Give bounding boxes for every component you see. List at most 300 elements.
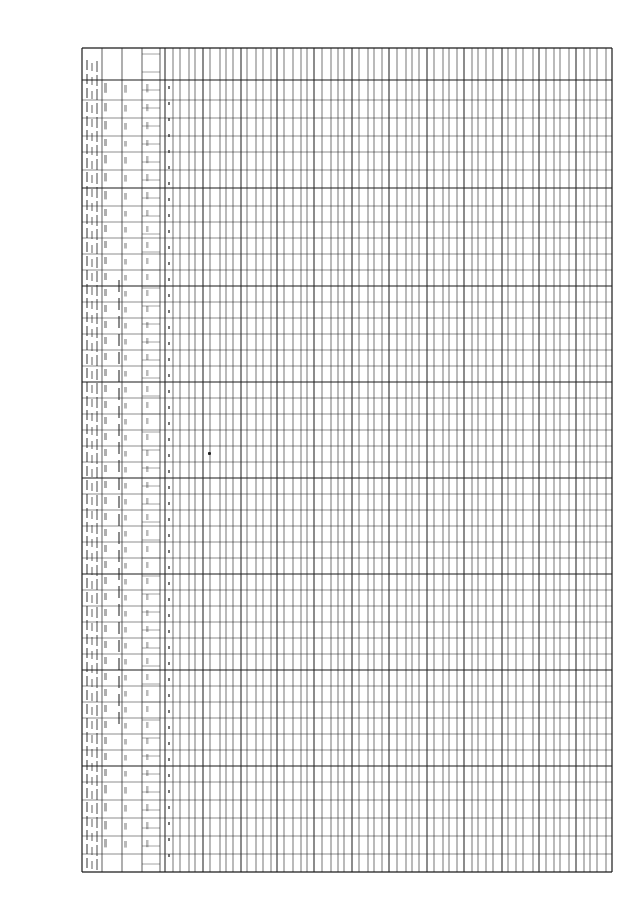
header-text-smudge bbox=[146, 498, 149, 504]
header-text-smudge bbox=[124, 739, 127, 745]
title-text-smudge bbox=[91, 637, 93, 645]
header-text-smudge bbox=[104, 417, 107, 424]
header-text-smudge bbox=[124, 141, 127, 147]
title-text-smudge bbox=[96, 173, 98, 184]
header-text-smudge bbox=[124, 531, 127, 537]
cell-mark bbox=[168, 198, 170, 201]
title-text-smudge bbox=[91, 77, 93, 85]
header-text-smudge bbox=[104, 449, 107, 456]
page-title-smudge bbox=[118, 460, 120, 472]
header-text-smudge bbox=[124, 515, 127, 521]
title-text-smudge bbox=[96, 75, 98, 86]
title-text-smudge bbox=[86, 116, 88, 126]
title-text-smudge bbox=[96, 411, 98, 422]
title-text-smudge bbox=[91, 749, 93, 757]
header-text-smudge bbox=[104, 139, 107, 146]
cell-mark bbox=[168, 854, 170, 857]
cell-mark bbox=[168, 102, 170, 105]
cell-mark bbox=[168, 726, 170, 729]
header-text-smudge bbox=[146, 386, 149, 392]
page-title-smudge bbox=[118, 406, 120, 418]
title-text-smudge bbox=[86, 508, 88, 518]
cell-mark bbox=[168, 406, 170, 409]
title-text-smudge bbox=[96, 677, 98, 688]
header-text-smudge bbox=[146, 258, 149, 264]
title-text-smudge bbox=[96, 229, 98, 240]
header-text-smudge bbox=[104, 121, 107, 129]
cell-mark bbox=[168, 630, 170, 633]
header-text-smudge bbox=[146, 402, 149, 408]
title-text-smudge bbox=[86, 494, 88, 504]
cell-mark bbox=[168, 310, 170, 313]
title-text-smudge bbox=[86, 830, 88, 840]
header-text-smudge bbox=[124, 841, 127, 848]
title-text-smudge bbox=[86, 172, 88, 182]
header-text-smudge bbox=[146, 104, 149, 111]
title-text-smudge bbox=[86, 158, 88, 168]
title-text-smudge bbox=[86, 60, 88, 70]
header-text-smudge bbox=[124, 659, 127, 665]
header-text-smudge bbox=[104, 481, 107, 488]
cell-mark bbox=[168, 294, 170, 297]
title-text-smudge bbox=[86, 144, 88, 154]
page-title-smudge bbox=[118, 388, 120, 400]
title-text-smudge bbox=[96, 103, 98, 114]
cell-mark bbox=[168, 598, 170, 601]
cell-mark bbox=[168, 374, 170, 377]
header-text-smudge bbox=[104, 513, 107, 520]
title-text-smudge bbox=[86, 676, 88, 686]
title-text-smudge bbox=[96, 453, 98, 464]
header-text-smudge bbox=[146, 226, 149, 232]
cell-mark bbox=[168, 214, 170, 217]
header-text-smudge bbox=[124, 499, 127, 505]
title-text-smudge bbox=[96, 635, 98, 646]
title-text-smudge bbox=[91, 63, 93, 71]
header-text-smudge bbox=[124, 755, 127, 761]
title-text-smudge bbox=[86, 326, 88, 336]
page-title-smudge bbox=[118, 712, 120, 724]
cell-mark bbox=[168, 838, 170, 841]
title-text-smudge bbox=[91, 301, 93, 309]
page-title-smudge bbox=[118, 658, 120, 670]
title-text-smudge bbox=[86, 88, 88, 98]
title-text-smudge bbox=[96, 117, 98, 128]
page-title-smudge bbox=[118, 442, 120, 454]
header-text-smudge bbox=[146, 706, 149, 712]
header-text-smudge bbox=[104, 657, 107, 664]
cell-mark bbox=[168, 278, 170, 281]
title-text-smudge bbox=[91, 609, 93, 617]
title-text-smudge bbox=[91, 805, 93, 813]
title-text-smudge bbox=[96, 537, 98, 548]
header-text-smudge bbox=[124, 547, 127, 553]
title-text-smudge bbox=[91, 861, 93, 869]
cell-mark bbox=[168, 550, 170, 553]
header-text-smudge bbox=[146, 274, 149, 280]
cell-mark bbox=[168, 790, 170, 793]
header-text-smudge bbox=[146, 722, 149, 728]
header-text-smudge bbox=[124, 579, 127, 585]
page-title-smudge bbox=[118, 568, 120, 580]
header-text-smudge bbox=[146, 122, 149, 129]
title-text-smudge bbox=[91, 161, 93, 169]
title-text-smudge bbox=[86, 844, 88, 854]
header-text-smudge bbox=[124, 243, 127, 249]
cell-mark bbox=[168, 806, 170, 809]
title-text-smudge bbox=[86, 382, 88, 392]
cell-mark bbox=[168, 470, 170, 473]
header-text-smudge bbox=[104, 191, 107, 199]
title-text-smudge bbox=[86, 466, 88, 476]
cell-mark bbox=[168, 454, 170, 457]
title-text-smudge bbox=[91, 329, 93, 337]
header-text-smudge bbox=[104, 225, 107, 232]
header-text-smudge bbox=[146, 450, 149, 456]
title-text-smudge bbox=[91, 203, 93, 211]
header-text-smudge bbox=[104, 305, 107, 312]
title-text-smudge bbox=[91, 791, 93, 799]
title-text-smudge bbox=[96, 845, 98, 856]
cell-mark bbox=[168, 742, 170, 745]
title-text-smudge bbox=[86, 704, 88, 714]
title-text-smudge bbox=[91, 483, 93, 491]
title-text-smudge bbox=[96, 789, 98, 800]
header-text-smudge bbox=[146, 514, 149, 520]
header-text-smudge bbox=[124, 193, 127, 200]
header-text-smudge bbox=[146, 174, 149, 181]
cell-mark bbox=[168, 822, 170, 825]
page-title-smudge bbox=[118, 334, 120, 346]
title-text-smudge bbox=[96, 859, 98, 870]
title-text-smudge bbox=[91, 581, 93, 589]
title-text-smudge bbox=[86, 550, 88, 560]
title-text-smudge bbox=[91, 777, 93, 785]
title-text-smudge bbox=[96, 327, 98, 338]
title-text-smudge bbox=[91, 693, 93, 701]
title-text-smudge bbox=[86, 452, 88, 462]
title-text-smudge bbox=[96, 215, 98, 226]
title-text-smudge bbox=[91, 455, 93, 463]
header-text-smudge bbox=[104, 273, 107, 280]
header-text-smudge bbox=[146, 738, 149, 744]
header-text-smudge bbox=[146, 626, 149, 632]
header-text-smudge bbox=[146, 370, 149, 376]
page-title-smudge bbox=[118, 280, 120, 292]
header-text-smudge bbox=[146, 578, 149, 584]
header-text-smudge bbox=[124, 675, 127, 681]
cell-mark bbox=[168, 582, 170, 585]
title-text-smudge bbox=[91, 525, 93, 533]
title-text-smudge bbox=[96, 243, 98, 254]
page-title-smudge bbox=[118, 496, 120, 508]
header-text-smudge bbox=[146, 786, 149, 793]
title-text-smudge bbox=[91, 763, 93, 771]
header-text-smudge bbox=[146, 418, 149, 424]
header-text-smudge bbox=[104, 103, 107, 111]
header-text-smudge bbox=[124, 157, 127, 164]
title-text-smudge bbox=[96, 131, 98, 142]
header-text-smudge bbox=[104, 289, 107, 296]
header-text-smudge bbox=[104, 241, 107, 248]
title-text-smudge bbox=[91, 833, 93, 841]
page-title-smudge bbox=[118, 424, 120, 436]
title-text-smudge bbox=[96, 159, 98, 170]
header-text-smudge bbox=[124, 483, 127, 489]
title-text-smudge bbox=[91, 553, 93, 561]
header-text-smudge bbox=[104, 497, 107, 504]
header-text-smudge bbox=[146, 156, 149, 163]
title-text-smudge bbox=[86, 606, 88, 616]
header-text-smudge bbox=[104, 173, 107, 181]
title-text-smudge bbox=[96, 593, 98, 604]
header-text-smudge bbox=[124, 85, 127, 93]
header-text-smudge bbox=[104, 155, 107, 163]
header-text-smudge bbox=[104, 337, 107, 344]
header-text-smudge bbox=[146, 354, 149, 360]
header-text-smudge bbox=[104, 321, 107, 328]
header-text-smudge bbox=[104, 785, 107, 793]
title-text-smudge bbox=[91, 175, 93, 183]
header-text-smudge bbox=[124, 323, 127, 329]
header-text-smudge bbox=[124, 355, 127, 361]
title-text-smudge bbox=[96, 551, 98, 562]
title-text-smudge bbox=[96, 285, 98, 296]
title-text-smudge bbox=[96, 747, 98, 758]
title-text-smudge bbox=[91, 371, 93, 379]
header-text-smudge bbox=[146, 84, 149, 92]
header-text-smudge bbox=[124, 451, 127, 457]
header-text-smudge bbox=[124, 627, 127, 633]
header-text-smudge bbox=[146, 546, 149, 552]
title-text-smudge bbox=[91, 427, 93, 435]
title-text-smudge bbox=[96, 467, 98, 478]
title-text-smudge bbox=[96, 313, 98, 324]
cell-mark bbox=[168, 438, 170, 441]
title-text-smudge bbox=[96, 719, 98, 730]
title-text-smudge bbox=[96, 775, 98, 786]
title-text-smudge bbox=[86, 102, 88, 112]
title-text-smudge bbox=[96, 817, 98, 828]
header-text-smudge bbox=[124, 723, 127, 729]
page-title-smudge bbox=[118, 640, 120, 652]
header-text-smudge bbox=[124, 805, 127, 812]
title-text-smudge bbox=[91, 511, 93, 519]
title-text-smudge bbox=[96, 579, 98, 590]
page-title-smudge bbox=[118, 352, 120, 364]
header-text-smudge bbox=[146, 482, 149, 488]
cell-mark bbox=[168, 422, 170, 425]
header-text-smudge bbox=[124, 339, 127, 345]
title-text-smudge bbox=[91, 245, 93, 253]
header-text-smudge bbox=[104, 737, 107, 744]
title-text-smudge bbox=[86, 130, 88, 140]
title-text-smudge bbox=[86, 410, 88, 420]
title-text-smudge bbox=[86, 718, 88, 728]
title-text-smudge bbox=[96, 299, 98, 310]
header-text-smudge bbox=[124, 787, 127, 794]
header-text-smudge bbox=[146, 434, 149, 440]
title-text-smudge bbox=[96, 201, 98, 212]
title-text-smudge bbox=[96, 439, 98, 450]
title-text-smudge bbox=[91, 819, 93, 827]
title-text-smudge bbox=[86, 424, 88, 434]
header-text-smudge bbox=[104, 753, 107, 760]
page-title-smudge bbox=[118, 298, 120, 310]
title-text-smudge bbox=[91, 105, 93, 113]
header-text-smudge bbox=[146, 140, 149, 146]
header-text-smudge bbox=[104, 769, 107, 776]
title-text-smudge bbox=[86, 788, 88, 798]
title-text-smudge bbox=[86, 340, 88, 350]
title-text-smudge bbox=[96, 481, 98, 492]
header-text-smudge bbox=[146, 804, 149, 811]
title-text-smudge bbox=[96, 831, 98, 842]
page-title-smudge bbox=[118, 370, 120, 382]
header-text-smudge bbox=[146, 322, 149, 328]
title-text-smudge bbox=[86, 760, 88, 770]
page-title-smudge bbox=[118, 694, 120, 706]
title-text-smudge bbox=[86, 228, 88, 238]
title-text-smudge bbox=[96, 565, 98, 576]
title-text-smudge bbox=[86, 368, 88, 378]
header-text-smudge bbox=[124, 307, 127, 313]
title-text-smudge bbox=[96, 803, 98, 814]
header-text-smudge bbox=[146, 338, 149, 344]
cell-mark bbox=[168, 182, 170, 185]
header-text-smudge bbox=[146, 754, 149, 760]
title-text-smudge bbox=[86, 620, 88, 630]
header-text-smudge bbox=[124, 211, 127, 217]
cell-mark bbox=[168, 710, 170, 713]
title-text-smudge bbox=[91, 623, 93, 631]
header-text-smudge bbox=[104, 705, 107, 712]
title-text-smudge bbox=[91, 217, 93, 225]
title-text-smudge bbox=[96, 663, 98, 674]
title-text-smudge bbox=[96, 383, 98, 394]
title-text-smudge bbox=[91, 567, 93, 575]
header-text-smudge bbox=[104, 401, 107, 408]
title-text-smudge bbox=[96, 621, 98, 632]
header-text-smudge bbox=[146, 770, 149, 776]
page-title-smudge bbox=[118, 604, 120, 616]
title-text-smudge bbox=[86, 634, 88, 644]
cell-mark bbox=[168, 326, 170, 329]
title-text-smudge bbox=[96, 705, 98, 716]
cell-mark bbox=[168, 518, 170, 521]
header-text-smudge bbox=[104, 83, 107, 93]
header-text-smudge bbox=[104, 803, 107, 811]
title-text-smudge bbox=[91, 147, 93, 155]
cell-mark bbox=[168, 262, 170, 265]
header-text-smudge bbox=[124, 823, 127, 830]
cell-mark bbox=[168, 694, 170, 697]
header-text-smudge bbox=[104, 545, 107, 552]
header-text-smudge bbox=[104, 577, 107, 584]
header-text-smudge bbox=[124, 595, 127, 601]
header-text-smudge bbox=[124, 435, 127, 441]
title-text-smudge bbox=[86, 480, 88, 490]
cell-mark bbox=[168, 486, 170, 489]
title-text-smudge bbox=[86, 284, 88, 294]
header-text-smudge bbox=[104, 369, 107, 376]
title-text-smudge bbox=[91, 343, 93, 351]
header-text-smudge bbox=[124, 371, 127, 377]
title-text-smudge bbox=[91, 497, 93, 505]
title-text-smudge bbox=[86, 270, 88, 280]
header-text-smudge bbox=[104, 593, 107, 600]
header-text-smudge bbox=[104, 561, 107, 568]
title-text-smudge bbox=[86, 186, 88, 196]
cell-mark bbox=[168, 534, 170, 537]
title-text-smudge bbox=[86, 592, 88, 602]
title-text-smudge bbox=[96, 649, 98, 660]
header-text-smudge bbox=[124, 291, 127, 297]
title-text-smudge bbox=[96, 145, 98, 156]
title-text-smudge bbox=[86, 564, 88, 574]
header-text-smudge bbox=[124, 563, 127, 569]
header-text-smudge bbox=[146, 822, 149, 829]
header-text-smudge bbox=[104, 839, 107, 847]
header-text-smudge bbox=[146, 306, 149, 312]
title-text-smudge bbox=[86, 522, 88, 532]
title-text-smudge bbox=[91, 189, 93, 197]
title-text-smudge bbox=[86, 536, 88, 546]
title-text-smudge bbox=[96, 495, 98, 506]
header-text-smudge bbox=[146, 840, 149, 847]
header-text-smudge bbox=[124, 387, 127, 393]
cell-mark bbox=[168, 150, 170, 153]
header-text-smudge bbox=[146, 210, 149, 216]
stray-dot bbox=[208, 452, 211, 455]
title-text-smudge bbox=[86, 438, 88, 448]
title-text-smudge bbox=[91, 315, 93, 323]
title-text-smudge bbox=[86, 858, 88, 868]
title-text-smudge bbox=[91, 399, 93, 407]
header-text-smudge bbox=[104, 353, 107, 360]
title-text-smudge bbox=[96, 271, 98, 282]
title-text-smudge bbox=[91, 665, 93, 673]
header-text-smudge bbox=[146, 610, 149, 616]
title-text-smudge bbox=[86, 200, 88, 210]
header-text-smudge bbox=[104, 529, 107, 536]
title-text-smudge bbox=[96, 761, 98, 772]
title-text-smudge bbox=[91, 721, 93, 729]
title-text-smudge bbox=[86, 746, 88, 756]
title-text-smudge bbox=[86, 242, 88, 252]
header-text-smudge bbox=[146, 466, 149, 472]
title-text-smudge bbox=[91, 539, 93, 547]
cell-mark bbox=[168, 118, 170, 121]
title-text-smudge bbox=[91, 735, 93, 743]
cell-mark bbox=[168, 774, 170, 777]
header-text-smudge bbox=[124, 275, 127, 281]
title-text-smudge bbox=[96, 355, 98, 366]
cell-mark bbox=[168, 566, 170, 569]
title-text-smudge bbox=[91, 469, 93, 477]
header-text-smudge bbox=[124, 707, 127, 713]
header-text-smudge bbox=[124, 771, 127, 777]
header-text-smudge bbox=[104, 641, 107, 648]
page-title-smudge bbox=[118, 316, 120, 328]
title-text-smudge bbox=[86, 578, 88, 588]
cell-mark bbox=[168, 614, 170, 617]
title-text-smudge bbox=[91, 595, 93, 603]
title-text-smudge bbox=[86, 214, 88, 224]
header-text-smudge bbox=[104, 625, 107, 632]
page-title-smudge bbox=[118, 586, 120, 598]
title-text-smudge bbox=[96, 89, 98, 100]
